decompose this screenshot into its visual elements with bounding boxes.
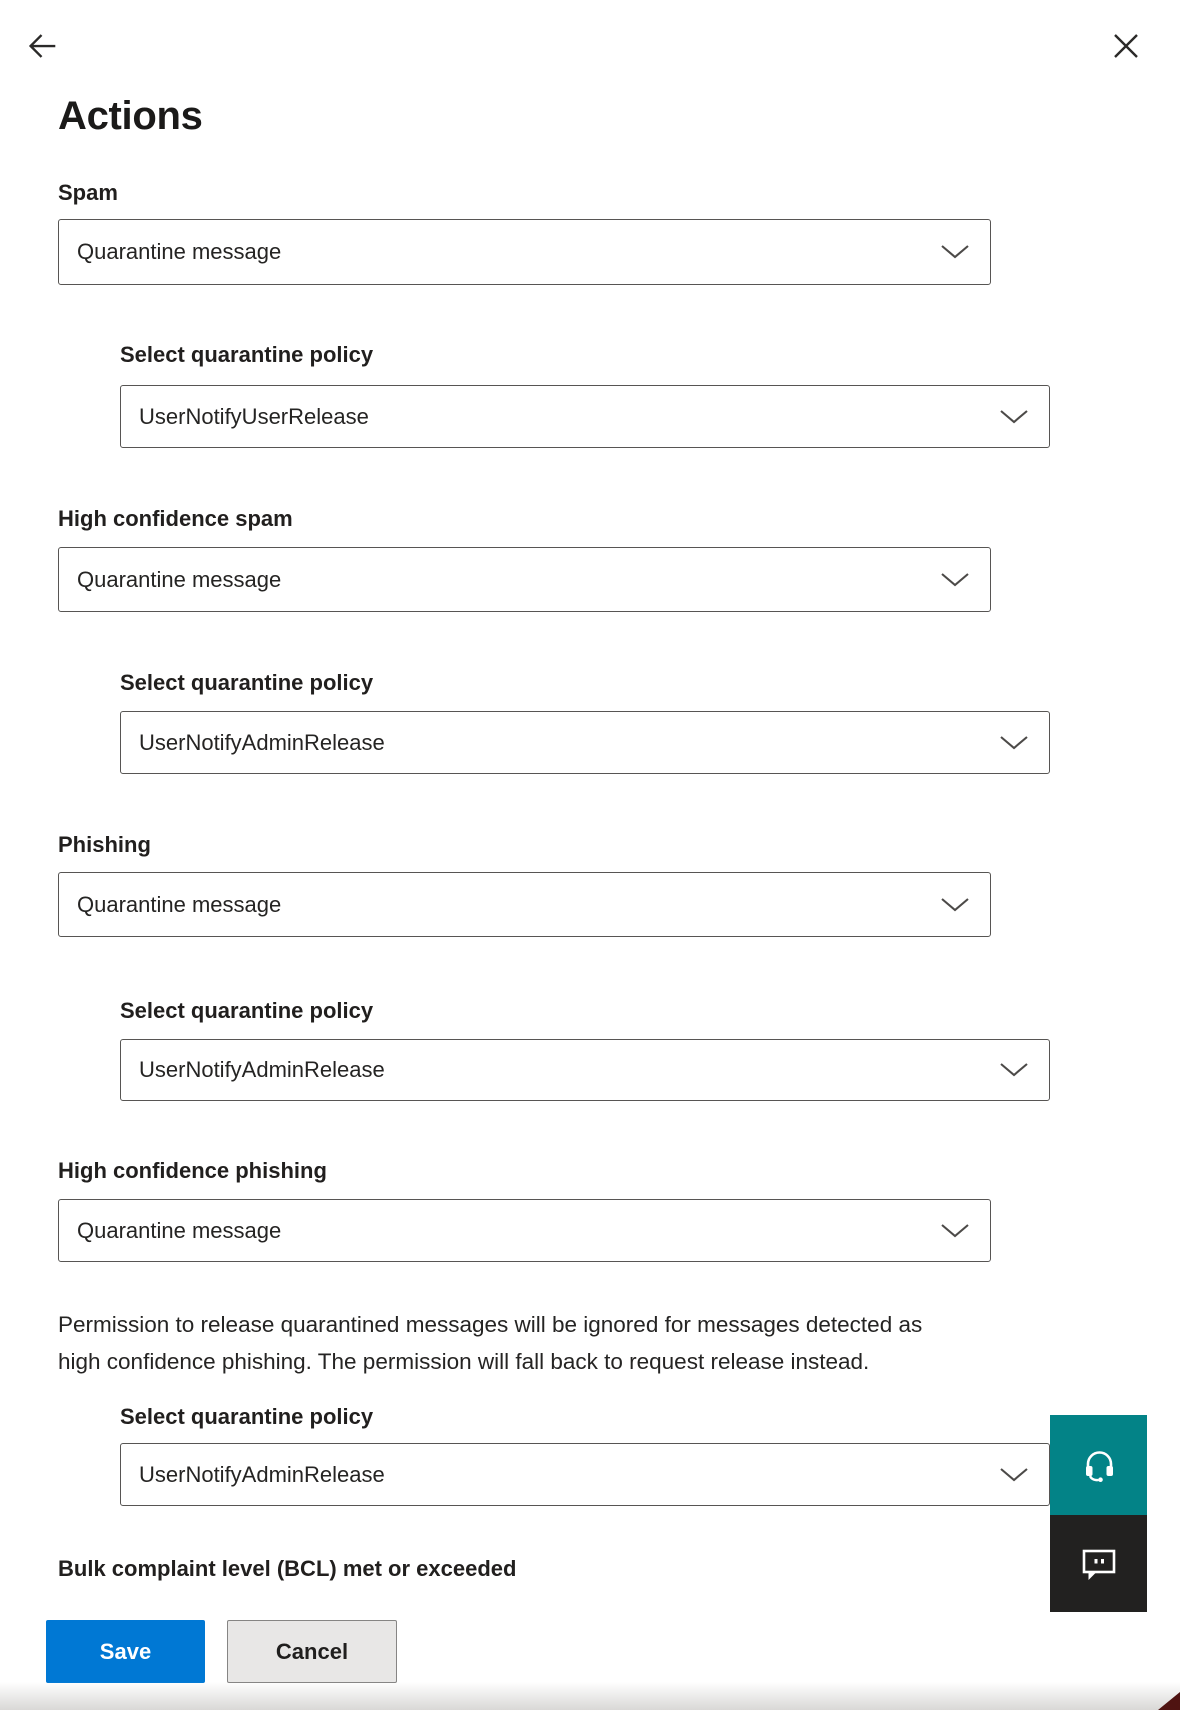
bulk-complaint-level-label: Bulk complaint level (BCL) met or exceeded — [58, 1556, 517, 1581]
quarantine-policy-label-phishing: Select quarantine policy — [120, 998, 374, 1023]
chevron-down-icon — [999, 1062, 1029, 1078]
phishing-action-select[interactable] — [58, 872, 991, 937]
chevron-down-icon — [999, 735, 1029, 751]
quarantine-policy-label-hcphishing: Select quarantine policy — [120, 1404, 374, 1429]
quarantine-policy-select-hcspam[interactable] — [120, 711, 1050, 774]
chevron-down-icon — [940, 572, 970, 588]
help-widget-button[interactable] — [1050, 1415, 1147, 1515]
high-confidence-phishing-action-select[interactable] — [58, 1199, 991, 1262]
chevron-down-icon — [999, 1467, 1029, 1483]
chevron-down-icon — [940, 897, 970, 913]
page-title: Actions — [58, 94, 203, 138]
quarantine-policy-select-hcphishing[interactable] — [120, 1443, 1050, 1506]
chevron-down-icon — [999, 409, 1029, 425]
high-confidence-phishing-action-value: Quarantine message — [77, 1217, 282, 1243]
spam-action-value: Quarantine message — [77, 239, 282, 264]
arrow-left-icon — [23, 27, 61, 65]
quarantine-policy-value-spam: UserNotifyUserRelease — [139, 403, 369, 429]
high-confidence-phishing-note — [58, 1306, 1148, 1380]
note-line: high confidence phishing. The permission will fall back to request release instead. — [58, 1349, 870, 1374]
quarantine-policy-select-phishing[interactable] — [120, 1039, 1050, 1101]
close-icon — [1111, 31, 1141, 61]
quarantine-policy-value-hcphishing: UserNotifyAdminRelease — [139, 1461, 385, 1487]
quarantine-policy-value-phishing: UserNotifyAdminRelease — [139, 1057, 385, 1082]
spam-label: Spam — [58, 180, 118, 205]
quarantine-policy-label-hcspam: Select quarantine policy — [120, 670, 374, 695]
quarantine-policy-select-spam[interactable] — [120, 385, 1050, 448]
high-confidence-phishing-label: High confidence phishing — [58, 1158, 327, 1183]
note-line: Permission to release quarantined messages will be ignored for messages detected as — [58, 1312, 923, 1337]
high-confidence-spam-label: High confidence spam — [58, 506, 293, 531]
chevron-down-icon — [940, 1223, 970, 1239]
back-button[interactable] — [20, 24, 64, 68]
quarantine-policy-label-spam: Select quarantine policy — [120, 342, 374, 367]
footer-bar — [0, 1590, 1180, 1710]
chat-bubble-icon — [1076, 1541, 1122, 1587]
quarantine-policy-value-hcspam: UserNotifyAdminRelease — [139, 729, 385, 755]
chevron-down-icon — [940, 244, 970, 260]
close-button[interactable] — [1104, 24, 1148, 68]
background-window-corner — [1158, 1692, 1180, 1710]
phishing-label: Phishing — [58, 832, 151, 857]
high-confidence-spam-action-value: Quarantine message — [77, 566, 282, 592]
spam-action-select[interactable] — [58, 219, 991, 285]
headset-icon — [1076, 1442, 1122, 1488]
save-button[interactable]: Save — [46, 1620, 205, 1683]
feedback-widget-button[interactable] — [1050, 1515, 1147, 1612]
phishing-action-value: Quarantine message — [77, 891, 282, 917]
high-confidence-spam-action-select[interactable] — [58, 547, 991, 612]
cancel-button[interactable]: Cancel — [227, 1620, 397, 1683]
